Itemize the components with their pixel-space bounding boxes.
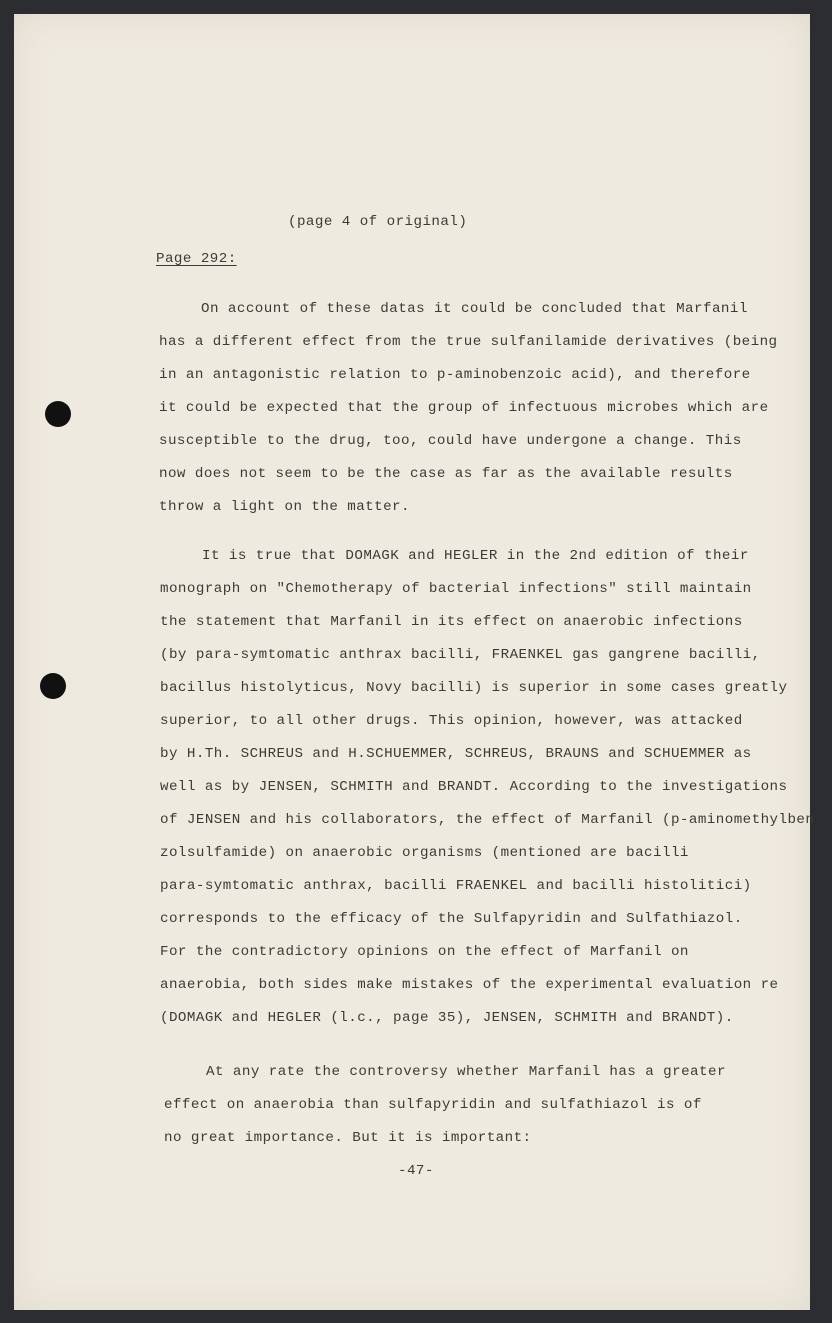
paragraph-1 (159, 293, 778, 524)
text-line: On account of these datas it could be concluded that Marfanil (201, 301, 748, 317)
text-line: para-symtomatic anthrax, bacilli FRAENKEL and bacilli histolitici) (160, 878, 752, 894)
text-line: throw a light on the matter. (159, 499, 410, 515)
text-line: by H.Th. SCHREUS and H.SCHUEMMER, SCHREUS, BRAUNS and SCHUEMMER as (160, 746, 752, 762)
text-line: it could be expected that the group of infectuous microbes which are (159, 400, 769, 416)
page-number: -47- (398, 1163, 434, 1179)
text-line: corresponds to the efficacy of the Sulfapyridin and Sulfathiazol. (160, 911, 743, 927)
text-line: effect on anaerobia than sulfapyridin and sulfathiazol is of (164, 1097, 702, 1113)
text-line: in an antagonistic relation to p-aminobenzoic acid), and therefore (159, 367, 751, 383)
text-line: (DOMAGK and HEGLER (l.c., page 35), JENSEN, SCHMITH and BRANDT). (160, 1010, 734, 1026)
text-line: At any rate the controversy whether Marfanil has a greater (206, 1064, 726, 1080)
text-line: the statement that Marfanil in its effect on anaerobic infections (160, 614, 743, 630)
text-line: (by para-symtomatic anthrax bacilli, FRAENKEL gas gangrene bacilli, (160, 647, 761, 663)
text-line: well as by JENSEN, SCHMITH and BRANDT. According to the investigations (160, 779, 788, 795)
text-line: bacillus histolyticus, Novy bacilli) is superior in some cases greatly (160, 680, 788, 696)
punch-hole-bottom (40, 673, 66, 699)
paragraph-3 (164, 1056, 726, 1155)
text-line: monograph on "Chemotherapy of bacterial infections" still maintain (160, 581, 752, 597)
text-line: of JENSEN and his collaborators, the effect of Marfanil (p-aminomethylben (160, 812, 815, 828)
text-line: no great importance. But it is important: (164, 1130, 532, 1146)
text-line: anaerobia, both sides make mistakes of the experimental evaluation re (160, 977, 779, 993)
text-line: now does not seem to be the case as far as the available results (159, 466, 733, 482)
text-line: It is true that DOMAGK and HEGLER in the 2nd edition of their (202, 548, 749, 564)
punch-hole-top (45, 401, 71, 427)
original-page-note: (page 4 of original) (288, 214, 468, 230)
paragraph-2 (160, 540, 814, 1035)
text-line: susceptible to the drug, too, could have undergone a change. This (159, 433, 742, 449)
document-page (14, 14, 815, 1310)
text-line: superior, to all other drugs. This opinion, however, was attacked (160, 713, 743, 729)
text-line: For the contradictory opinions on the effect of Marfanil on (160, 944, 689, 960)
text-line: has a different effect from the true sulfanilamide derivatives (being (159, 334, 778, 350)
page-label: Page 292: (156, 251, 237, 267)
text-line: zolsulfamide) on anaerobic organisms (mentioned are bacilli (160, 845, 689, 861)
